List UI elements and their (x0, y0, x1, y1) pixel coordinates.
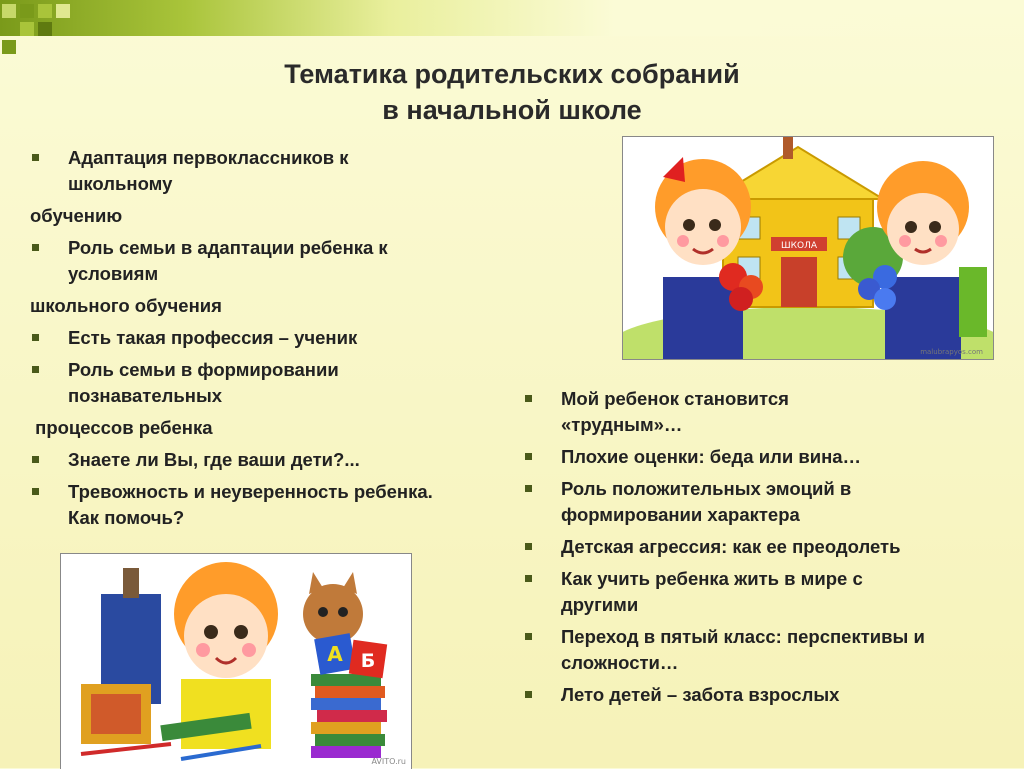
list-item: Есть такая профессия – ученик (30, 325, 450, 351)
books-watermark: AVITO.ru (371, 757, 406, 766)
school-children-illustration (622, 136, 994, 360)
decor-square (20, 22, 34, 36)
school-sign-label: ШКОЛА (780, 241, 818, 251)
list-item: Адаптация первоклассников к школьному (30, 145, 450, 197)
list-item: Роль положительных эмоций в формировании характера (523, 476, 1003, 528)
books-illustration-svg (61, 554, 411, 769)
list-item: Переход в пятый класс: перспективы и сложности… (523, 624, 1003, 676)
list-item: Тревожность и неуверенность ребенка. Как помочь? (30, 479, 450, 531)
slide-title (150, 56, 874, 128)
decor-square (20, 4, 34, 18)
boy-with-books-illustration (60, 553, 412, 769)
decorative-top-bar (0, 0, 1024, 36)
title-line-2: в начальной школе (382, 95, 642, 125)
decor-square (56, 4, 70, 18)
list-item: Роль семьи в адаптации ребенка к условиям (30, 235, 450, 287)
list-item: Детская агрессия: как ее преодолеть (523, 534, 1003, 560)
decor-square (38, 22, 52, 36)
list-item: школьного обучения (30, 295, 222, 316)
letter-block: Б (360, 650, 376, 672)
title-line-1: Тематика родительских собраний (284, 59, 740, 89)
school-watermark: malubrapyos.com (920, 348, 983, 356)
list-item: процессов ребенка (30, 417, 213, 438)
decor-square (38, 4, 52, 18)
decor-square (2, 4, 16, 18)
list-item: Мой ребенок становится «трудным»… (523, 386, 1003, 438)
list-item: Знаете ли Вы, где ваши дети?... (30, 447, 450, 473)
school-illustration-svg (623, 137, 993, 359)
list-item: Роль семьи в формировании познавательных (30, 357, 450, 409)
decor-square (2, 40, 16, 54)
letter-block: А (327, 642, 343, 666)
list-item: Как учить ребенка жить в мире с другими (523, 566, 1003, 618)
right-topic-list (523, 386, 1003, 708)
list-item: Плохие оценки: беда или вина… (523, 444, 1003, 470)
left-topic-list (30, 145, 450, 531)
list-item: Лето детей – забота взрослых (523, 682, 1003, 708)
list-item: обучению (30, 205, 123, 226)
